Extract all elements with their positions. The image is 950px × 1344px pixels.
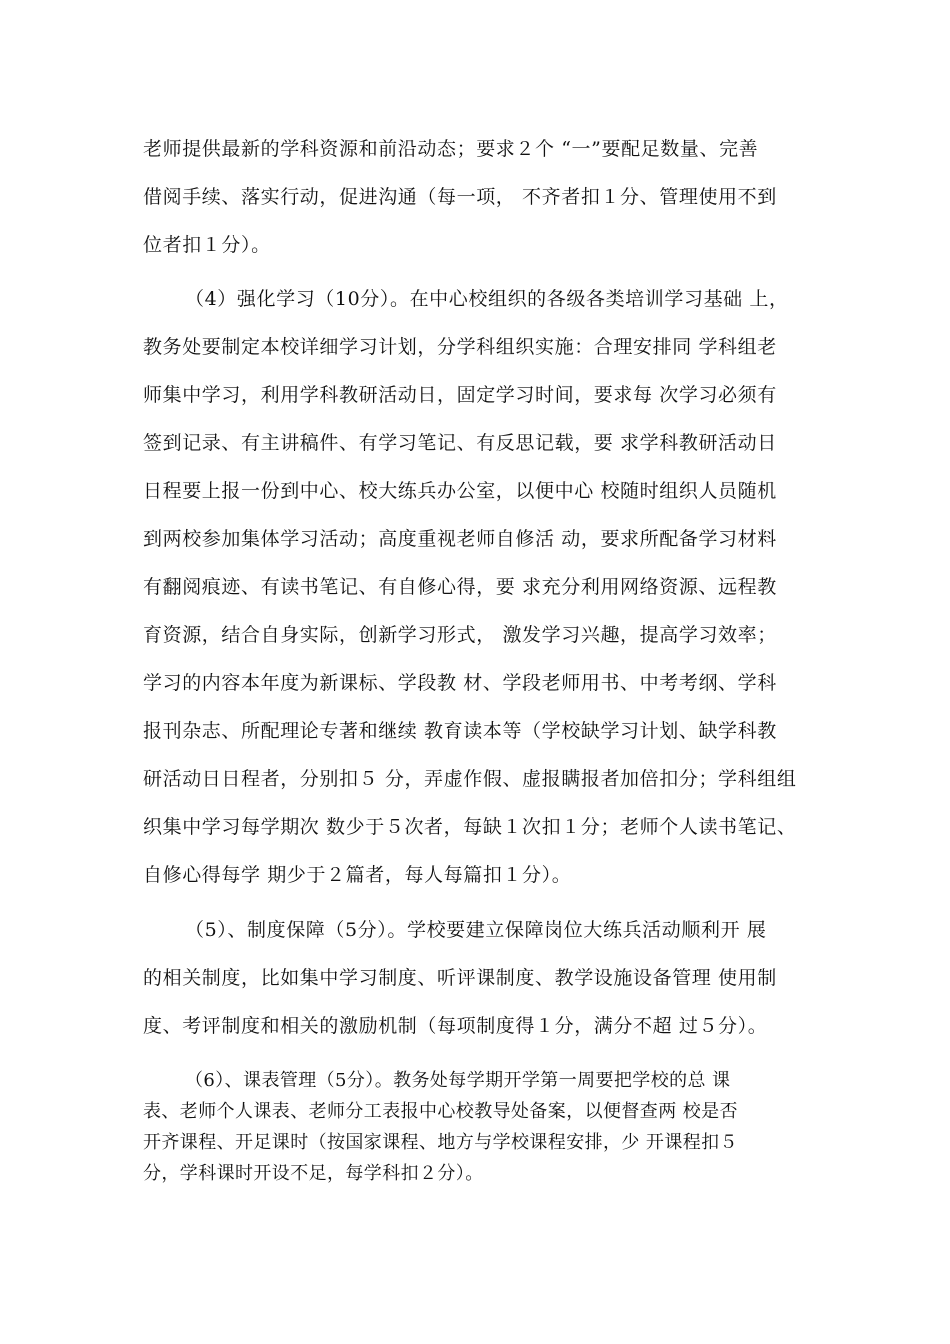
text-line: 日程要上报一份到中心、校大练兵办公室，以便中心 校随时组织人员随机 (143, 480, 777, 502)
text-line: 表、老师个人课表、老师分工表报中心校教导处备案，以便督查两 校是否 (143, 1101, 738, 1122)
text-line: 借阅手续、落实行动，促进沟通（每一项， 不齐者扣１分、管理使用不到 (143, 186, 777, 208)
text-line: 报刊杂志、所配理论专著和继续 教育读本等（学校缺学习计划、缺学科教 (143, 720, 777, 742)
text-line: 有翻阅痕迹、有读书笔记、有自修心得，要 求充分利用网络资源、远程教 (143, 576, 777, 598)
text-line: 位者扣１分）。 (143, 234, 271, 256)
text-line: 学习的内容本年度为新课标、学段教 材、学段老师用书、中考考纲、学科 (143, 672, 777, 694)
text-line: 开齐课程、开足课时（按国家课程、地方与学校课程安排，少 开课程扣５ (143, 1132, 738, 1153)
text-line: 育资源，结合自身实际，创新学习形式， 激发学习兴趣，提高学习效率； (143, 624, 777, 646)
text-line: 教务处要制定本校详细学习计划，分学科组织实施：合理安排同 学科组老 (143, 336, 777, 358)
text-line: 到两校参加集体学习活动；高度重视老师自修活 动，要求所配备学习材料 (143, 528, 777, 550)
text-line: 分，学科课时开设不足，每学科扣２分）。 (143, 1163, 484, 1184)
text-line: 师集中学习，利用学科教研活动日，固定学习时间，要求每 次学习必须有 (143, 384, 777, 406)
text-line: 研活动日日程者，分别扣５ 分，弄虚作假、虚报瞒报者加倍扣分；学科组组 (143, 768, 797, 790)
text-line: 的相关制度，比如集中学习制度、听评课制度、教学设施设备管理 使用制 (143, 967, 777, 989)
text-line: 织集中学习每学期次 数少于５次者，每缺１次扣１分；老师个人读书笔记、 (143, 816, 797, 838)
text-line: 签到记录、有主讲稿件、有学习笔记、有反思记载，要 求学科教研活动日 (143, 432, 777, 454)
text-line: 度、考评制度和相关的激励机制（每项制度得１分，满分不超 过５分）。 (143, 1015, 768, 1037)
text-line: 自修心得每学 期少于２篇者，每人每篇扣１分）。 (143, 864, 572, 886)
paragraph-6-start: （6）、课表管理（5分）。教务处每学期开学第一周要把学校的总 课 (185, 1070, 731, 1091)
paragraph-5-start: （5）、制度保障（5分）。学校要建立保障岗位大练兵活动顺利开 展 (185, 919, 767, 941)
text-line: 老师提供最新的学科资源和前沿动态；要求２个 “一”要配足数量、完善 (143, 138, 759, 160)
paragraph-4-start: （4）强化学习（10分）。在中心校组织的各级各类培训学习基础 上， (185, 288, 789, 310)
